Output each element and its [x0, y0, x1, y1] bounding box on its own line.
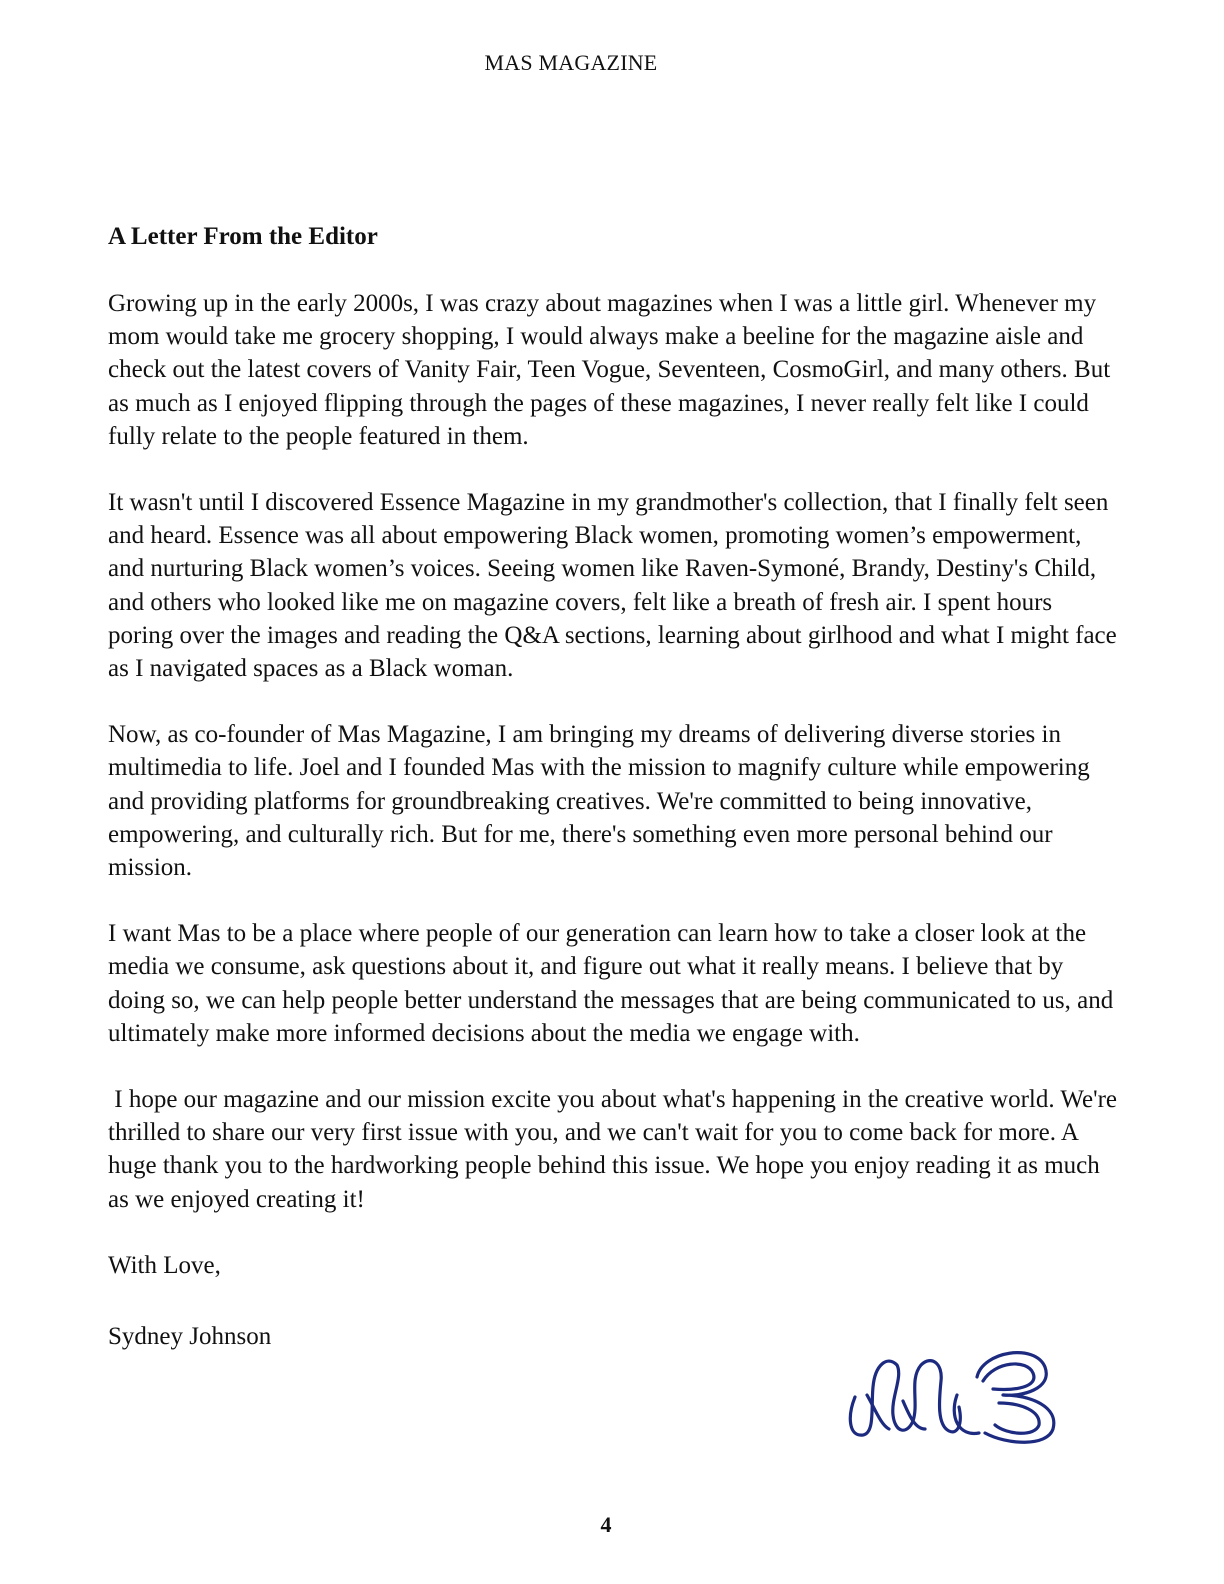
closing: With Love,: [108, 1251, 221, 1279]
paragraph: Growing up in the early 2000s, I was crazy about magazines when I was a little girl. Whenever my mom would take me grocery shopping, I would always make a beeline for the magazine aisle and check out the latest covers of Vanity Fair, Teen Vogue, Seventeen, CosmoGirl, and many others. But as much as I enjoyed flipping through the pages of these magazines, I never really felt like I could fully relate to the people featured in them.: [108, 290, 1111, 450]
page-number: 4: [600, 1512, 612, 1537]
mas-signature-logo-icon: [845, 1337, 1060, 1447]
signer-name: Sydney Johnson: [108, 1322, 272, 1350]
letter-title: A Letter From the Editor: [108, 223, 378, 250]
running-header: MAS MAGAZINE: [484, 50, 658, 75]
editor-letter: [108, 220, 1124, 1353]
paragraph: It wasn't until I discovered Essence Magazine in my grandmother's collection, that I finally felt seen and heard. Essence was all about empowering Black women, promoting women’s empowerment, and nurturing Black women’s voices. Seeing women like Raven-Symoné, Brandy, Destiny's Child, and others who looked like me on magazine covers, felt like a breath of fresh air. I spent hours poring over the images and reading the Q&A sections, learning about girlhood and what I might face as I navigated spaces as a Black woman.: [108, 489, 1117, 683]
paragraph: Now, as co-founder of Mas Magazine, I am bringing my dreams of delivering diverse stories in multimedia to life. Joel and I founded Mas with the mission to magnify culture while empowering and providing platforms for groundbreaking creatives. We're committed to being innovative, empowering, and culturally rich. But for me, there's something even more personal behind our mission.: [108, 721, 1090, 882]
paragraph: I hope our magazine and our mission excite you about what's happening in the creative world. We're thrilled to share our very first issue with you, and we can't wait for you to come back for more. A huge thank you to the hardworking people behind this issue. We hope you enjoy reading it as much as we enjoyed creating it!: [108, 1086, 1124, 1213]
paragraph: I want Mas to be a place where people of our generation can learn how to take a closer look at the media we consume, ask questions about it, and figure out what it really means. I believe that by doing so, we can help people better understand the messages that are being communicated to us, and ultimately make more informed decisions about the media we engage with.: [108, 920, 1114, 1047]
